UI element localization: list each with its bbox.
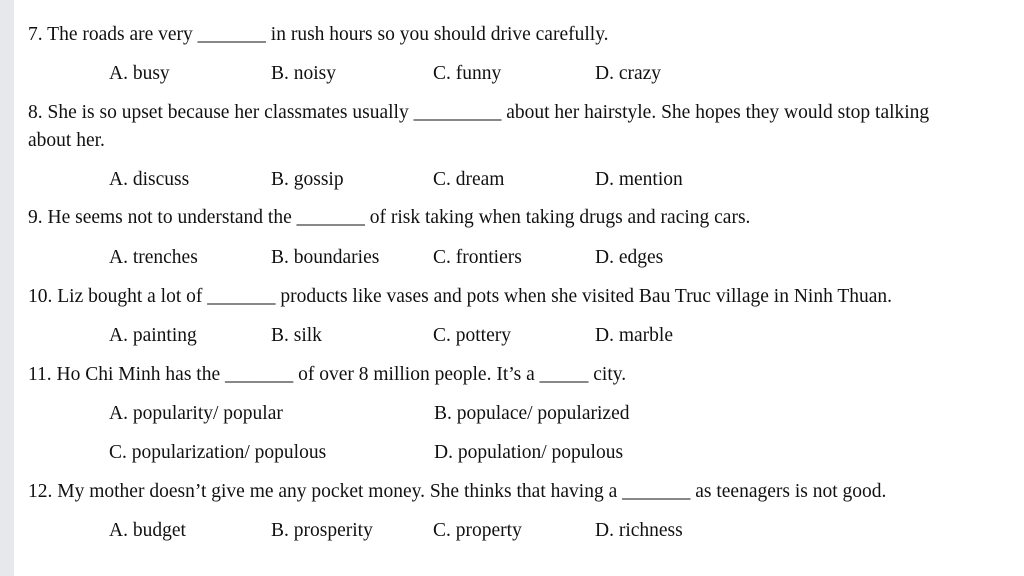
option-c: C. property [433,520,522,541]
question-number: 7. [28,24,43,45]
option-a: A. busy [109,63,170,84]
question-8-continuation: about her. [28,130,105,151]
question-number: 12. [28,481,53,502]
option-c: C. dream [433,169,505,190]
option-b: B. gossip [271,169,344,190]
question-number: 9. [28,207,43,228]
option-c: C. pottery [433,325,511,346]
option-b: B. boundaries [271,247,380,268]
question-number: 10. [28,286,53,307]
option-c: C. frontiers [433,247,522,268]
question-number: 8. [28,102,43,123]
option-a: A. discuss [109,169,190,190]
question-8 [28,102,929,124]
question-text: Ho Chi Minh has the _______ of over 8 million people. It’s a _____ city. [56,364,627,385]
question-7 [28,24,609,46]
option-d: D. richness [595,520,683,541]
option-b: B. populace/ popularized [434,403,630,424]
question-10 [28,286,892,308]
question-text: My mother doesn’t give me any pocket money. She thinks that having a _______ as teenagers is not good. [57,481,887,502]
question-text: He seems not to understand the _______ of risk taking when taking drugs and racing cars. [47,207,751,228]
option-d: D. crazy [595,63,662,84]
option-a: A. trenches [109,247,198,268]
option-b: B. noisy [271,63,337,84]
question-number: 11. [28,364,52,385]
left-margin-strip [0,0,14,576]
option-d: D. marble [595,325,673,346]
question-text: The roads are very _______ in rush hours so you should drive carefully. [47,24,609,45]
question-9 [28,207,750,229]
option-d: D. edges [595,247,664,268]
option-a: A. budget [109,520,186,541]
option-b: B. prosperity [271,520,373,541]
option-a: A. painting [109,325,197,346]
option-c: C. popularization/ populous [109,442,327,463]
option-d: D. mention [595,169,683,190]
question-text: Liz bought a lot of _______ products like vases and pots when she visited Bau Truc village in Ninh Thuan. [57,286,893,307]
option-d: D. population/ populous [434,442,624,463]
question-11 [28,364,626,386]
option-a: A. popularity/ popular [109,403,283,424]
option-c: C. funny [433,63,502,84]
option-b: B. silk [271,325,322,346]
question-12 [28,481,886,503]
worksheet-page [14,0,1024,576]
question-text: She is so upset because her classmates usually _________ about her hairstyle. She hopes they would stop talking [47,102,930,123]
